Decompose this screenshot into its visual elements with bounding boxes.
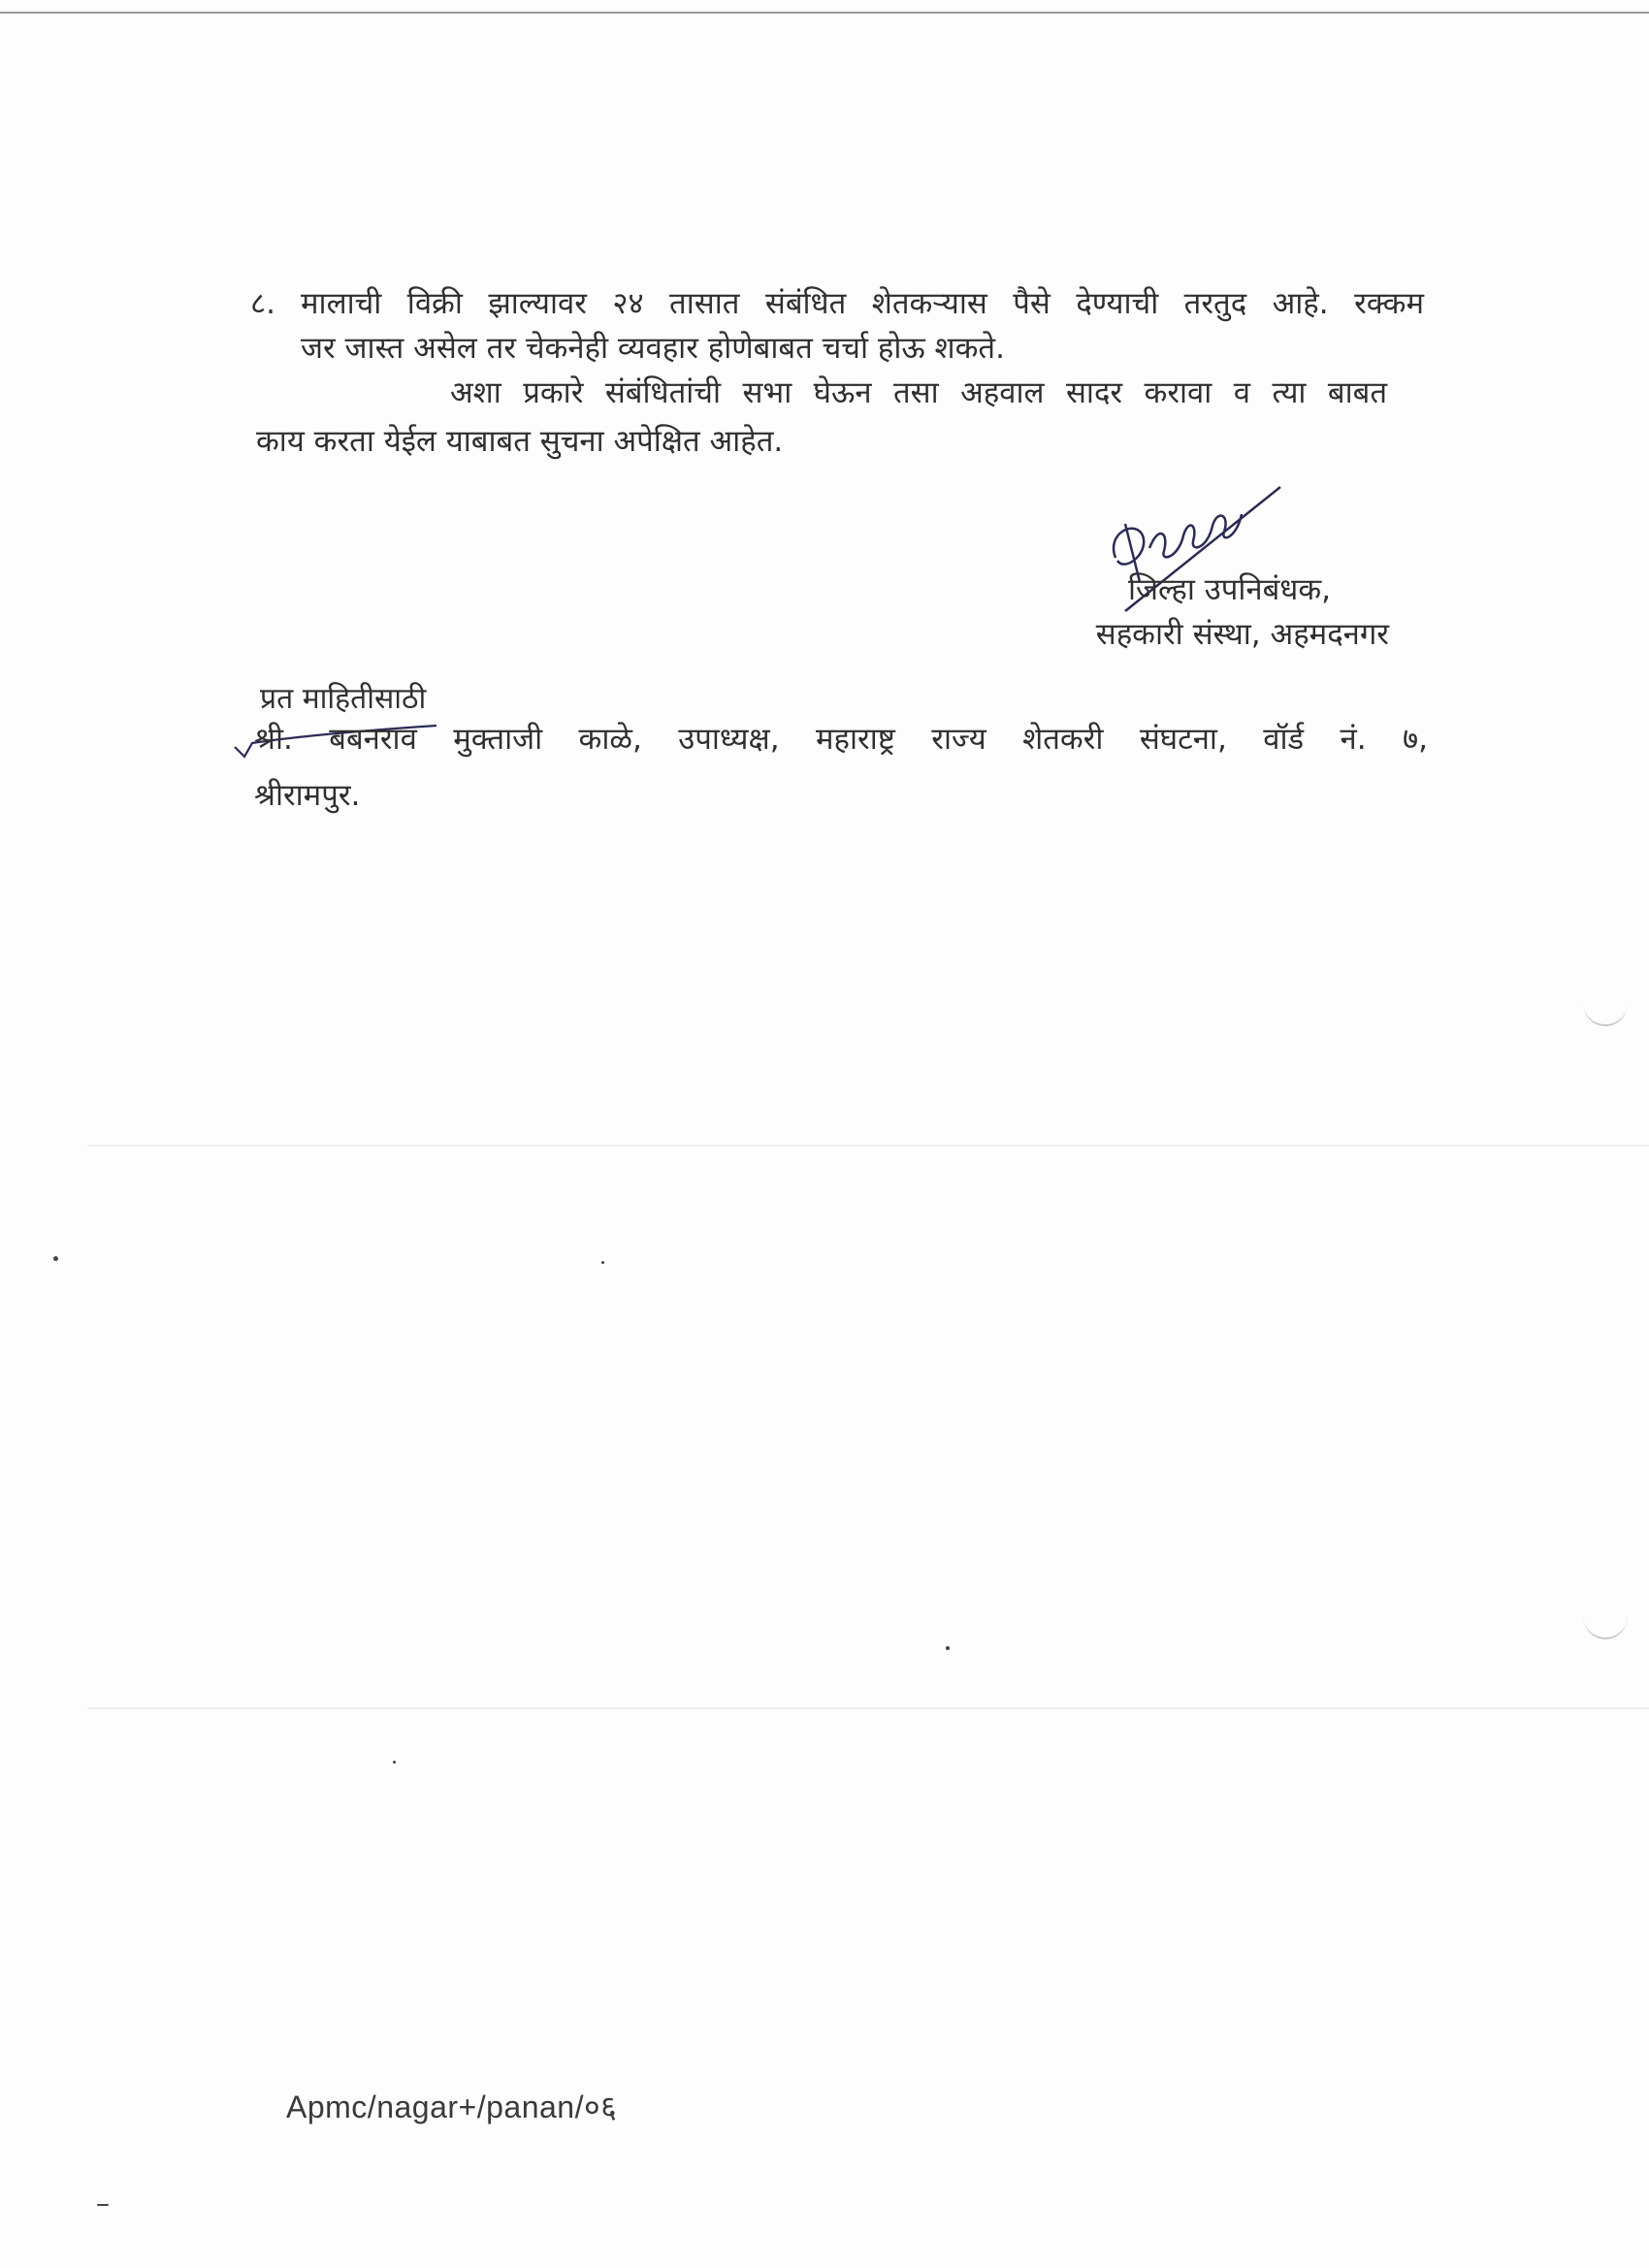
copy-to-label: प्रत माहितीसाठी <box>260 682 427 716</box>
scan-speck <box>393 1761 396 1764</box>
copy-recipient-line-2: श्रीरामपुर. <box>254 778 361 813</box>
scan-speck <box>53 1256 58 1261</box>
fold-line <box>87 1707 1649 1709</box>
punch-hole-mark <box>1583 1593 1628 1639</box>
fold-line <box>87 1145 1649 1147</box>
scan-speck <box>946 1646 950 1650</box>
closing-paragraph-line-1: अशा प्रकारे संबंधितांची सभा घेऊन तसा अहवाल सादर करावा व त्या बाबत <box>450 375 1387 410</box>
closing-paragraph-line-2: काय करता येईल याबाबत सुचना अपेक्षित आहेत. <box>256 424 784 459</box>
file-reference: Apmc/nagar+/panan/०६ <box>286 2090 618 2124</box>
point-number: ८. <box>250 286 275 321</box>
punch-hole-mark <box>1583 980 1628 1026</box>
signatory-designation: जिल्हा उपनिबंधक, <box>1128 572 1331 607</box>
copy-recipient <box>254 711 1428 824</box>
scan-top-edge <box>0 12 1649 14</box>
scan-speck <box>97 2204 109 2206</box>
scan-speck <box>601 1261 604 1264</box>
copy-recipient-line-1: श्री. बबनराव मुक्ताजी काळे, उपाध्यक्ष, महाराष्ट्र राज्य शेतकरी संघटना, वॉर्ड नं. ७, <box>254 722 1428 757</box>
point-8-line-1: मालाची विक्री झाल्यावर २४ तासात संबंधित शेतकऱ्यास पैसे देण्याची तरतुद आहे. रक्कम <box>301 286 1424 321</box>
point-8-line-2: जर जास्त असेल तर चेकनेही व्यवहार होणेबाबत चर्चा होऊ शकते. <box>301 331 1005 366</box>
signatory-block <box>1096 567 1389 657</box>
signatory-office: सहकारी संस्था, अहमदनगर <box>1095 617 1389 652</box>
